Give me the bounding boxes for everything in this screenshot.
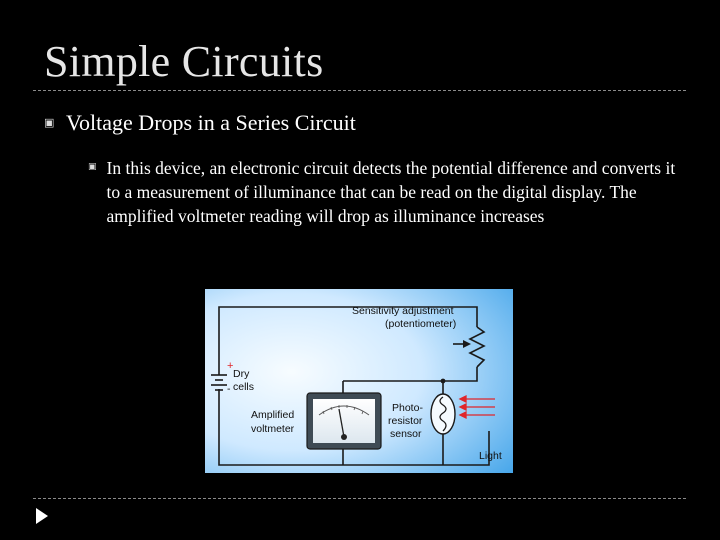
bullet-level2 bbox=[88, 156, 688, 228]
label-sensor: sensor bbox=[390, 428, 422, 440]
wire-junction bbox=[441, 379, 446, 384]
voltmeter bbox=[307, 393, 381, 449]
label-dry: Dry bbox=[233, 368, 250, 380]
label-plus: + bbox=[227, 360, 234, 372]
slide-title: Simple Circuits bbox=[44, 37, 324, 86]
bullet-text: Voltage Drops in a Series Circuit bbox=[66, 110, 356, 135]
label-minus: - bbox=[227, 383, 231, 395]
label-voltmeter: voltmeter bbox=[251, 423, 295, 435]
title-divider bbox=[33, 90, 686, 91]
circuit-diagram bbox=[205, 289, 513, 473]
label-potentiometer: (potentiometer) bbox=[385, 318, 457, 330]
square-bullet-icon: ▣ bbox=[44, 117, 55, 129]
square-bullet-icon: ▣ bbox=[88, 161, 97, 171]
label-resistor: resistor bbox=[388, 415, 423, 427]
label-photo: Photo- bbox=[392, 402, 423, 414]
bullet-level1 bbox=[44, 110, 356, 136]
label-amplified: Amplified bbox=[251, 409, 295, 421]
light-arrows bbox=[460, 396, 495, 418]
label-sensitivity: Sensitivity adjustment bbox=[352, 305, 454, 317]
sub-bullet-text: In this device, an electronic circuit detects the potential difference and converts it to a measurement of illuminance that can be read on the digital display. The amplified voltmeter reading will drop as illuminance increases bbox=[106, 158, 676, 226]
label-cells: cells bbox=[233, 381, 255, 393]
next-slide-icon[interactable] bbox=[34, 506, 50, 526]
footer-divider bbox=[33, 498, 686, 499]
label-light: Light bbox=[479, 450, 502, 462]
